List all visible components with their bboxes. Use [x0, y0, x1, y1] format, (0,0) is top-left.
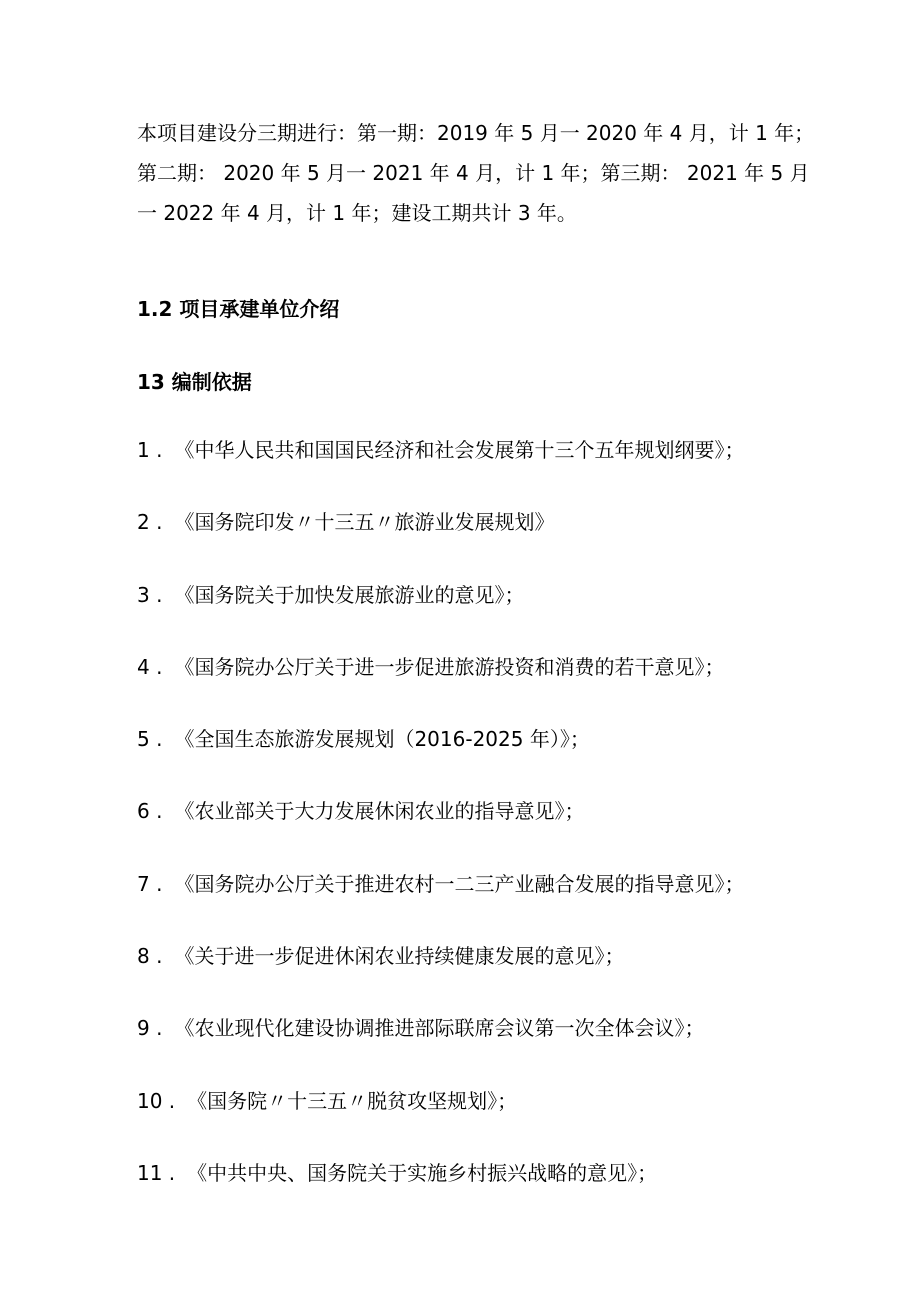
list-item-number: 3 . — [137, 582, 163, 607]
list-item — [137, 1089, 744, 1161]
list-item-number: 11 . — [137, 1160, 176, 1185]
list-item — [137, 799, 744, 871]
list-item-number: 5 . — [137, 727, 163, 752]
list-item-text: 《国务院〃十三五〃脱贫攻坚规划》； — [187, 1088, 518, 1113]
list-item — [137, 1016, 744, 1088]
list-item-text: 《关于进一步促进休闲农业持续健康发展的意见》； — [174, 944, 625, 969]
list-item-number: 8 . — [137, 944, 163, 969]
list-item-text: 《国务院印发〃十三五〃旅游业发展规划》 — [174, 510, 555, 535]
list-item — [137, 583, 744, 655]
list-item-number: 4 . — [137, 654, 163, 679]
list-item-number: 1 . — [137, 438, 163, 462]
list-item-number: 7 . — [137, 871, 163, 896]
section-heading-1-3: 13 编制依据 — [137, 370, 252, 394]
intro-line: 第二期： 2020 年 5 月一 2021 年 4 月，计 1 年；第三期： 2021 年 5 月 — [137, 161, 810, 185]
list-item-number: 9 . — [137, 1016, 163, 1041]
list-item — [137, 872, 744, 944]
list-item-number: 10 . — [137, 1088, 176, 1113]
list-item — [137, 727, 744, 799]
list-item-text: 《全国生态旅游发展规划（2016-2025 年）》； — [174, 727, 590, 752]
list-item — [137, 944, 744, 1016]
list-item-text: 《国务院办公厅关于推进农村一二三产业融合发展的指导意见》； — [174, 871, 745, 896]
list-item-text: 《农业部关于大力发展休闲农业的指导意见》； — [174, 799, 585, 824]
list-item — [137, 1161, 744, 1233]
list-item — [137, 510, 744, 582]
list-item-number: 2 . — [137, 510, 163, 535]
reference-list — [137, 438, 744, 1233]
section-heading-1-2: 1.2 项目承建单位介绍 — [137, 297, 340, 321]
list-item-number: 6 . — [137, 799, 163, 824]
list-item-text: 《国务院关于加快发展旅游业的意见》； — [174, 582, 525, 607]
intro-line: 一 2022 年 4 月，计 1 年；建设工期共计 3 年。 — [137, 201, 577, 225]
list-item-text: 《农业现代化建设协调推进部际联席会议第一次全体会议》； — [174, 1016, 705, 1041]
list-item-text: 《国务院办公厅关于进一步促进旅游投资和消费的若干意见》； — [174, 654, 725, 679]
list-item-text: 《中共中央、国务院关于实施乡村振兴战略的意见》； — [187, 1160, 658, 1185]
list-item — [137, 655, 744, 727]
list-item — [137, 438, 744, 510]
list-item-text: 《中华人民共和国国民经济和社会发展第十三个五年规划纲要》； — [174, 438, 745, 462]
intro-paragraph — [137, 113, 815, 233]
intro-line: 本项目建设分三期进行：第一期：2019 年 5 月一 2020 年 4 月，计 1 年； — [137, 121, 815, 145]
